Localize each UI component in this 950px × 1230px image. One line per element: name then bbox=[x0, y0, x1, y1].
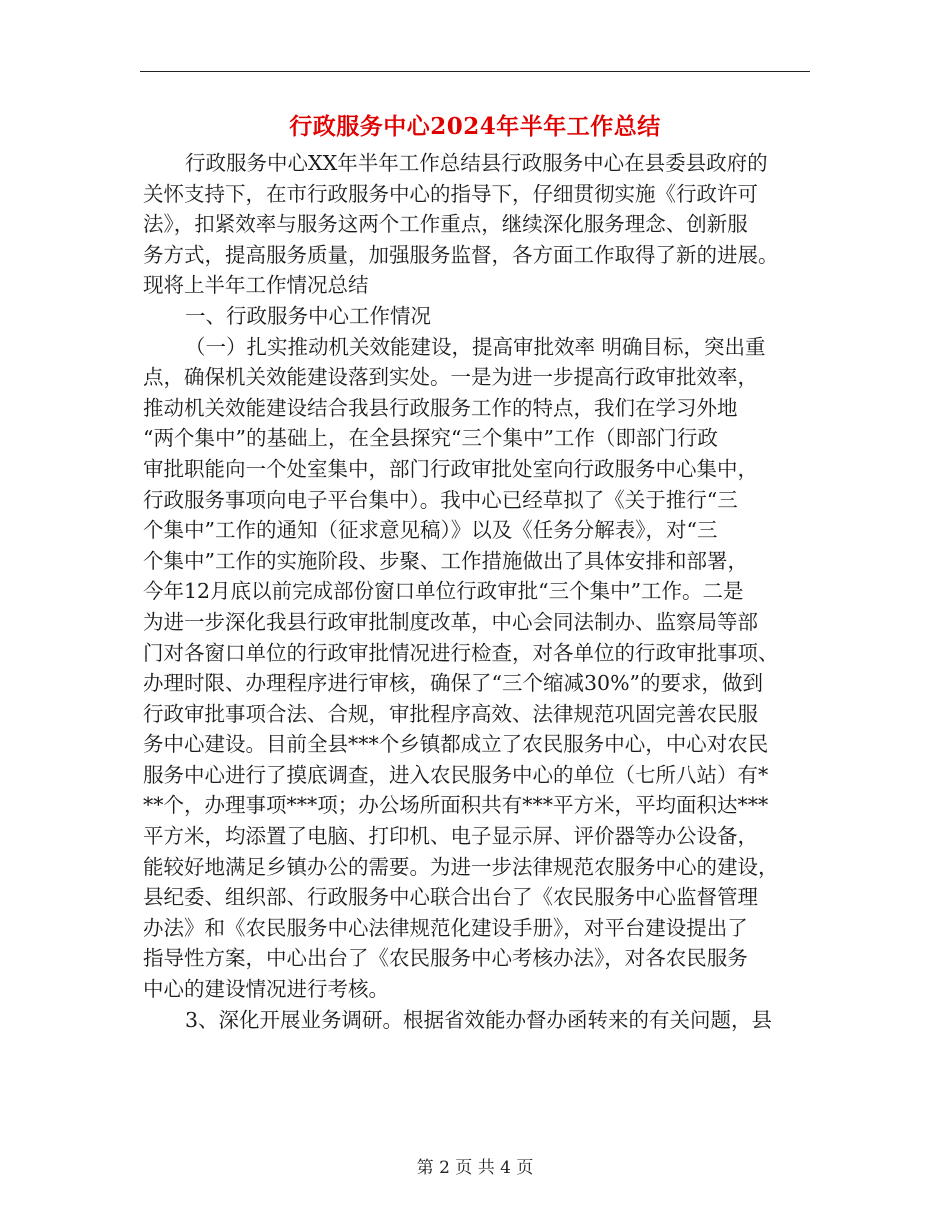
text-line: 行政服务事项向电子平台集中）。我中心已经草拟了《关于推行“三 bbox=[143, 487, 738, 512]
text-line: 门对各窗口单位的行政审批情况进行检查，对各单位的行政审批事项、 bbox=[143, 640, 779, 665]
text-line: 中心的建设情况进行考核。 bbox=[143, 977, 389, 1002]
header-rule bbox=[140, 71, 810, 72]
text-line: 个集中”工作的实施阶段、步聚、工作措施做出了具体安排和部署， bbox=[143, 548, 748, 573]
text-line: **个，办理事项***项；办公场所面积共有***平方米，平均面积达*** bbox=[143, 793, 769, 818]
text-line: 关怀支持下，在市行政服务中心的指导下，仔细贯彻实施《行政许可 bbox=[143, 181, 758, 206]
text-line: 现将上半年工作情况总结 bbox=[143, 273, 369, 298]
text-line: 办理时限、办理程序进行审核，确保了“三个缩减30%”的要求，做到 bbox=[143, 671, 764, 696]
text-line: 务中心建设。目前全县***个乡镇都成立了农民服务中心，中心对农民 bbox=[143, 732, 769, 757]
text-line: 县纪委、组织部、行政服务中心联合出台了《农民服务中心监督管理 bbox=[143, 885, 758, 910]
text-line: 办法》和《农民服务中心法律规范化建设手册》，对平台建设提出了 bbox=[143, 915, 748, 940]
text-line: 个集中”工作的通知（征求意见稿）》以及《任务分解表》，对“三 bbox=[143, 518, 718, 543]
text-line: 3、深化开展业务调研。根据省效能办督办函转来的有关问题，县 bbox=[185, 1007, 773, 1032]
document-body bbox=[143, 148, 813, 1035]
text-line: 务方式，提高服务质量，加强服务监督，各方面工作取得了新的进展。 bbox=[143, 242, 779, 267]
text-line: 一、行政服务中心工作情况 bbox=[185, 303, 431, 328]
text-line: 行政审批事项合法、合规，审批程序高效、法律规范巩固完善农民服 bbox=[143, 701, 758, 726]
text-line: 点，确保机关效能建设落到实处。一是为进一步提高行政审批效率， bbox=[143, 365, 758, 390]
text-line: 推动机关效能建设结合我县行政服务工作的特点，我们在学习外地 bbox=[143, 395, 738, 420]
text-line: （一）扎实推动机关效能建设，提高审批效率 明确目标，突出重 bbox=[185, 334, 766, 359]
text-line: “两个集中”的基础上，在全县探究“三个集中”工作（即部门行政 bbox=[143, 426, 718, 451]
text-line: 法》，扣紧效率与服务这两个工作重点，继续深化服务理念、创新服 bbox=[143, 212, 748, 237]
text-line: 指导性方案，中心出台了《农民服务中心考核办法》，对各农民服务 bbox=[143, 946, 748, 971]
text-line: 能较好地满足乡镇办公的需要。为进一步法律规范农服务中心的建设， bbox=[143, 854, 779, 879]
page-number: 第 2 页 共 4 页 bbox=[416, 1158, 534, 1178]
document-title: 行政服务中心2024年半年工作总结 bbox=[289, 113, 661, 140]
text-line: 平方米，均添置了电脑、打印机、电子显示屏、评价器等办公设备， bbox=[143, 824, 758, 849]
text-line: 为进一步深化我县行政审批制度改革，中心会同法制办、监察局等部 bbox=[143, 609, 758, 634]
text-line: 服务中心进行了摸底调查，进入农民服务中心的单位（七所八站）有* bbox=[143, 762, 769, 787]
text-line: 审批职能向一个处室集中，部门行政审批处室向行政服务中心集中， bbox=[143, 456, 758, 481]
text-line: 行政服务中心XX年半年工作总结县行政服务中心在县委县政府的 bbox=[185, 151, 768, 175]
text-line: 今年12月底以前完成部份窗口单位行政审批“三个集中”工作。二是 bbox=[143, 579, 744, 604]
